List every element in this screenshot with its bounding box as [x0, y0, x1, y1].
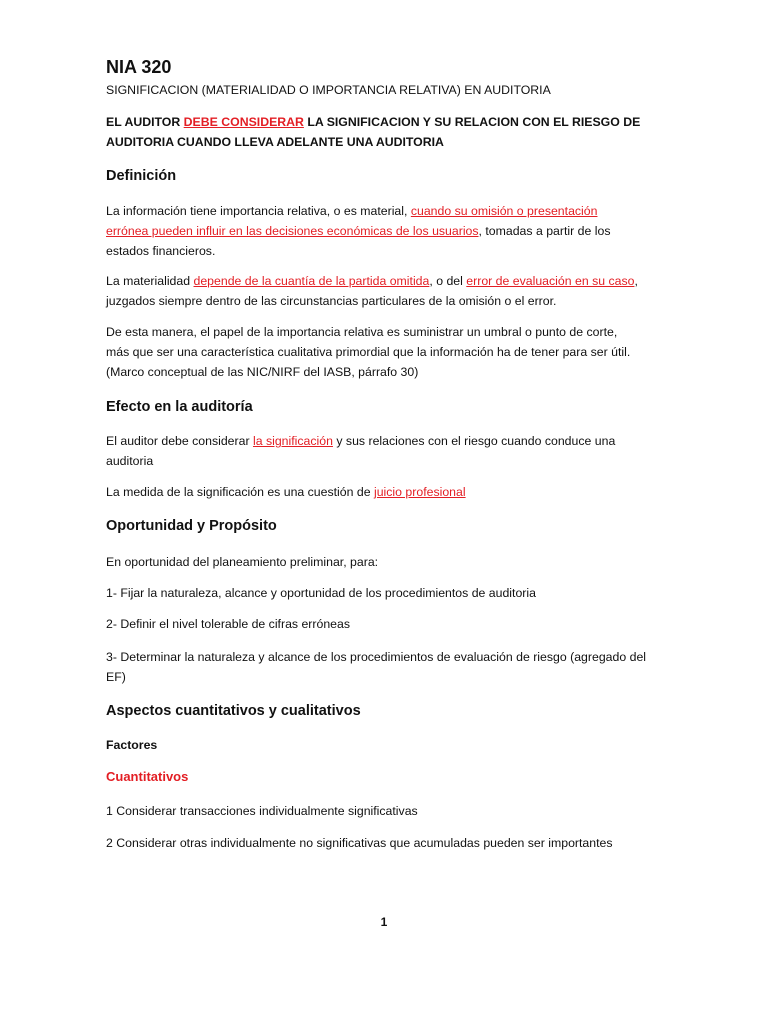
paragraph-text: , tomadas a partir de los: [478, 224, 611, 238]
lead-text: LA SIGNIFICACION Y SU RELACION CON EL RIESGO DE: [303, 115, 641, 129]
paragraph-text: juzgados siempre dentro de las circunstancias particulares de la omisión o el error.: [106, 294, 557, 308]
definicion-paragraph-2: [106, 271, 666, 311]
highlight-text: la significación: [252, 434, 333, 448]
paragraph-text: más que ser una característica cualitativa primordial que la información ha de tener para ser útil.: [106, 345, 631, 359]
lead-text: EL AUDITOR: [106, 115, 184, 129]
paragraph-text: La materialidad: [106, 274, 194, 288]
highlight-text: juicio profesional: [373, 485, 466, 499]
efecto-paragraph-1: [106, 431, 666, 471]
factores-label: Factores: [106, 738, 158, 752]
paragraph-text: estados financieros.: [106, 244, 216, 258]
heading-aspectos: Aspectos cuantitativos y cualitativos: [106, 703, 361, 719]
oportunidad-item-3: [106, 647, 666, 687]
paragraph-text: EF): [106, 670, 126, 684]
paragraph-text: La información tiene importancia relativa, o es material,: [106, 204, 411, 218]
oportunidad-item-2: 2- Definir el nivel tolerable de cifras erróneas: [106, 617, 351, 631]
highlight-text: errónea pueden influir en las decisiones económicas de los usuarios: [106, 224, 479, 238]
highlight-text: depende de la cuantía de la partida omitida: [193, 274, 430, 288]
heading-oportunidad: Oportunidad y Propósito: [106, 518, 277, 534]
definicion-paragraph-3: [106, 322, 666, 382]
aspectos-item-2: 2 Considerar otras individualmente no significativas que acumuladas pueden ser importantes: [106, 836, 613, 850]
paragraph-text: 3- Determinar la naturaleza y alcance de los procedimientos de evaluación de riesgo (agregado del: [106, 650, 647, 664]
paragraph-text: (Marco conceptual de las NIC/NIRF del IASB, párrafo 30): [106, 365, 419, 379]
oportunidad-intro: En oportunidad del planeamiento preliminar, para:: [106, 555, 379, 569]
document-subtitle: SIGNIFICACION (MATERIALIDAD O IMPORTANCIA RELATIVA) EN AUDITORIA: [106, 83, 551, 97]
highlight-text: cuando su omisión o presentación: [410, 204, 598, 218]
heading-definicion: Definición: [106, 168, 177, 184]
definicion-paragraph-1: [106, 201, 666, 261]
page-number: 1: [380, 915, 388, 929]
paragraph-text: La medida de la significación es una cuestión de: [106, 485, 374, 499]
paragraph-text: ,: [634, 274, 638, 288]
lead-line-1: [106, 112, 666, 132]
heading-efecto: Efecto en la auditoría: [106, 399, 253, 415]
oportunidad-item-1: 1- Fijar la naturaleza, alcance y oportunidad de los procedimientos de auditoria: [106, 586, 536, 600]
paragraph-text: El auditor debe considerar: [106, 434, 253, 448]
cuantitativos-label: Cuantitativos: [106, 769, 189, 784]
paragraph-text: De esta manera, el papel de la importancia relativa es suministrar un umbral o punto de corte,: [106, 325, 618, 339]
highlight-text: error de evaluación en su caso: [466, 274, 635, 288]
aspectos-item-1: 1 Considerar transacciones individualmente significativas: [106, 804, 418, 818]
lead-paragraph: [106, 112, 666, 152]
document-title: NIA 320: [106, 57, 172, 77]
lead-line-2: AUDITORIA CUANDO LLEVA ADELANTE UNA AUDITORIA: [106, 135, 444, 149]
lead-highlight: DEBE CONSIDERAR: [183, 115, 304, 129]
efecto-paragraph-2: [106, 482, 666, 502]
paragraph-text: y sus relaciones con el riesgo cuando conduce una: [332, 434, 616, 448]
paragraph-text: auditoria: [106, 454, 154, 468]
paragraph-text: , o del: [429, 274, 467, 288]
